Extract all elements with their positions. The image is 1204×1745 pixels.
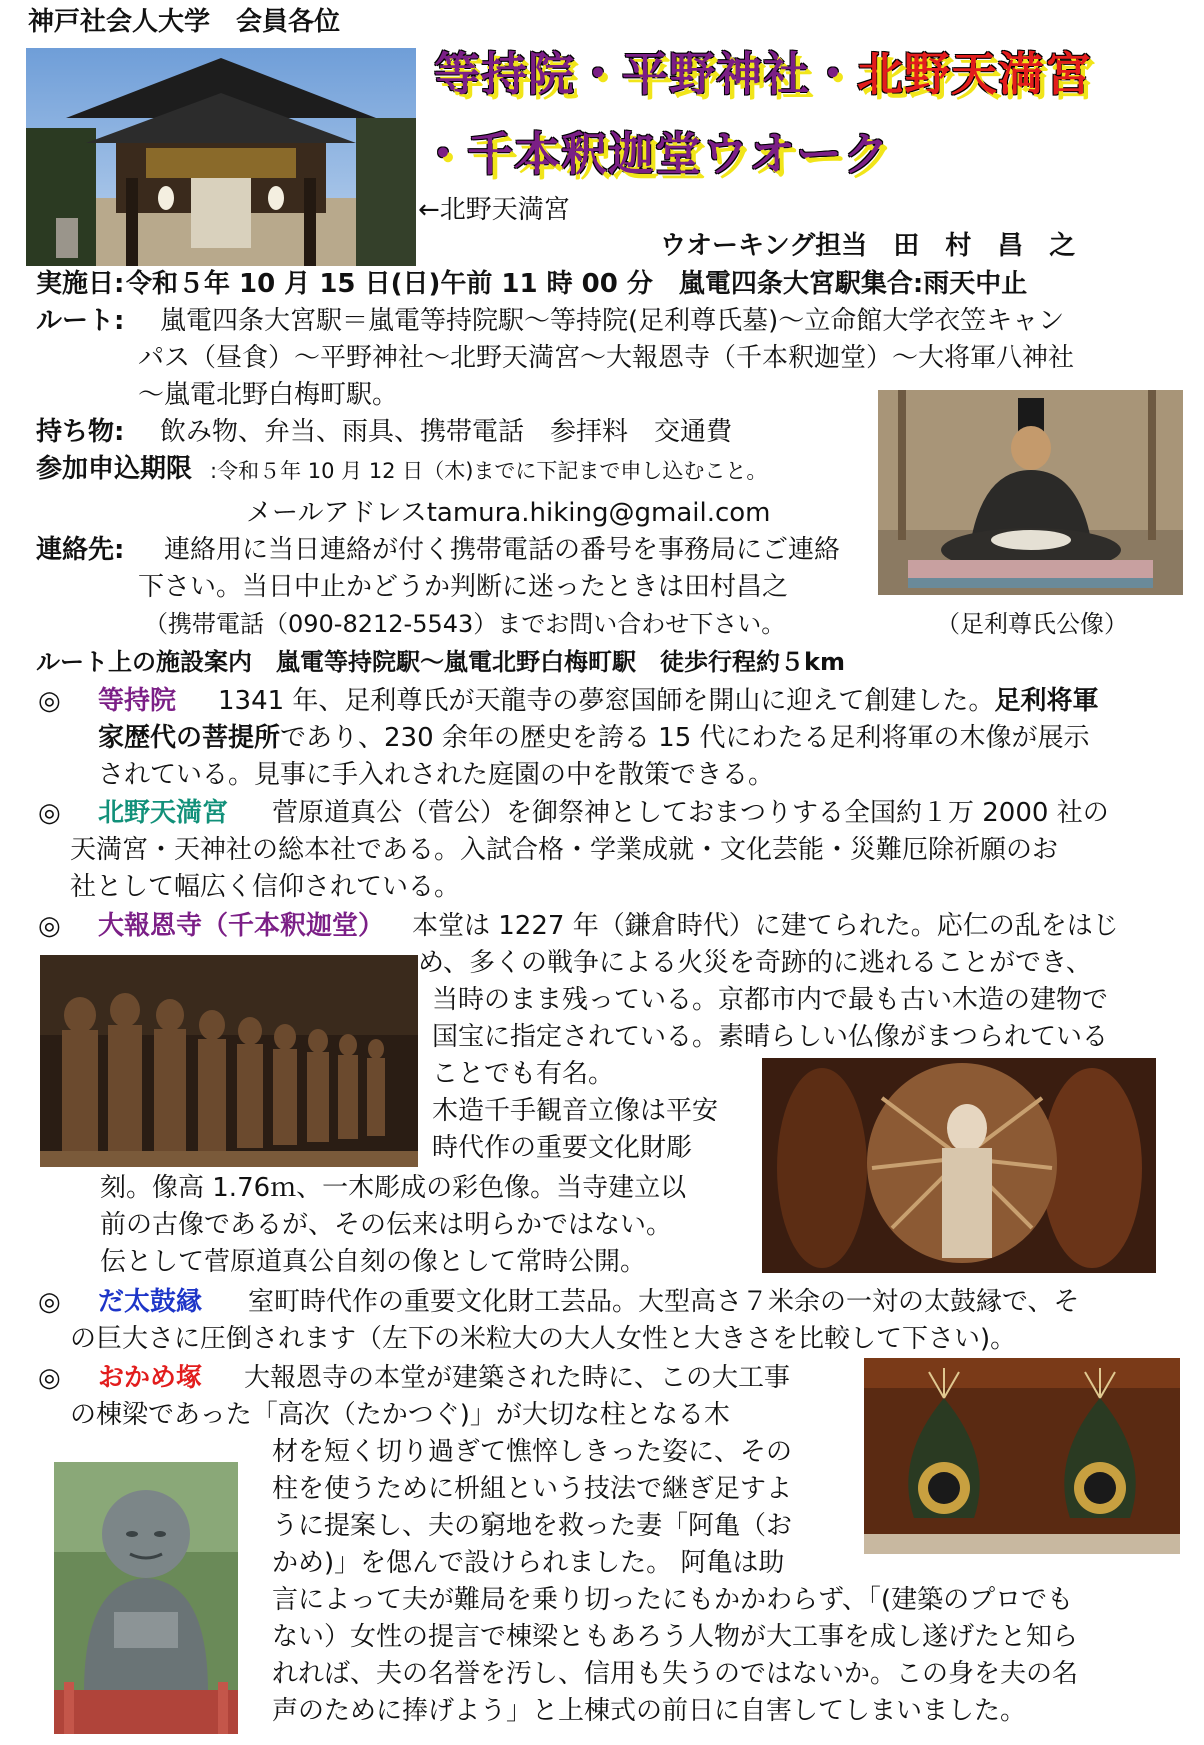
daihoonji-line-1: 本堂は 1227 年（鎌倉時代）に建てられた。応仁の乱をはじ bbox=[412, 911, 1119, 941]
tojiin-line-2a: 家歴代の菩提所 bbox=[98, 723, 281, 753]
statue-caption: （足利尊氏公像） bbox=[936, 610, 1128, 638]
tojiin-name: 等持院 bbox=[98, 686, 177, 716]
title-line-2 bbox=[420, 118, 890, 184]
deadline-label: 参加申込期限 bbox=[36, 454, 193, 484]
daihoonji-line-10: 伝として菅原道真公自刻の像として常時公開。 bbox=[100, 1247, 647, 1277]
kitano-line-3: 社として幅広く信仰されている。 bbox=[70, 872, 461, 902]
title-part-senbon: ・千本釈迦堂 bbox=[420, 127, 702, 181]
tojiin-line-1 bbox=[218, 683, 1098, 720]
mail-address: メールアドレスtamura.hiking@gmail.com bbox=[246, 498, 771, 528]
route-label: ルート: bbox=[36, 306, 125, 336]
ashikaga-statue-photo bbox=[878, 390, 1183, 595]
route-line-1: 嵐電四条大宮駅＝嵐電等持院駅～等持院(足利尊氏墓)～立命館大学衣笠キャン bbox=[160, 306, 1065, 336]
kitano-gate-photo bbox=[26, 48, 416, 266]
mark-kitano: ◎ bbox=[38, 798, 61, 828]
tojiin-line-3: されている。見事に手入れされた庭園の中を散策できる。 bbox=[98, 760, 775, 790]
daihoonji-line-5: ことでも有名。 bbox=[432, 1059, 615, 1089]
okame-line-10: 声のために捧げよう」と上棟式の前日に自害してしまいました。 bbox=[272, 1696, 1027, 1726]
okame-line-6: かめ)」を偲んで設けられました。 阿亀は助 bbox=[272, 1548, 785, 1578]
mark-dadaiko: ◎ bbox=[38, 1287, 61, 1317]
date-text: 令和５年 10 月 15 日(日)午前 11 時 00 分 嵐電四条大宮駅集合:雨天中止 bbox=[126, 269, 1028, 299]
okame-line-4: 柱を使うために枡組という技法で継ぎ足すよ bbox=[272, 1474, 793, 1504]
route-line-2: パス（昼食）～平野神社～北野天満宮～大報恩寺（千本釈迦堂）～大将軍八神社 bbox=[138, 343, 1075, 373]
daihoonji-line-9: 前の古像であるが、その伝来は明らかではない。 bbox=[100, 1210, 673, 1240]
deadline-text: :令和５年 10 月 12 日（木)までに下記まで申し込むこと。 bbox=[210, 459, 768, 483]
daihoonji-name: 大報恩寺（千本釈迦堂） bbox=[98, 911, 385, 941]
tojiin-line-2b: であり、230 余年の歴史を誇る 15 代にわたる足利将軍の木像が展示 bbox=[280, 723, 1090, 753]
date-label: 実施日: bbox=[36, 269, 125, 299]
gate-photo-caption: ←北野天満宮 bbox=[418, 195, 570, 225]
contact-label: 連絡先: bbox=[36, 535, 125, 565]
daihoonji-line-8: 刻。像高 1.76ｍ、一木彫成の彩色像。当寺建立以 bbox=[100, 1173, 687, 1203]
mark-tojiin: ◎ bbox=[38, 686, 61, 716]
daihoonji-line-3: 当時のまま残っている。京都市内で最も古い木造の建物で bbox=[432, 985, 1109, 1015]
kitano-name: 北野天満宮 bbox=[98, 798, 229, 828]
contact-line-3: （携帯電話（090-8212-5543）までお問い合わせ下さい。 bbox=[144, 610, 786, 638]
okame-statue-photo bbox=[54, 1462, 238, 1734]
okame-line-7: 言によって夫が難局を乗り切ったにもかかわらず、「(建築のプロでも bbox=[272, 1585, 1074, 1615]
okame-line-8: ない）女性の提言で棟梁ともあろう人物が大工事を成し遂げたと知ら bbox=[272, 1622, 1079, 1652]
tojiin-line-1b: 足利将軍 bbox=[994, 686, 1099, 716]
okame-line-1: 大報恩寺の本堂が建築された時に、この大工事 bbox=[244, 1363, 791, 1393]
dadaiko-line-2: の巨大さに圧倒されます（左下の米粒大の大人女性と大きさを比較して下さい)。 bbox=[70, 1324, 1017, 1354]
kitano-line-2: 天満宮・天神社の総本社である。入試合格・学業成就・文化芸能・災難厄除祈願のお bbox=[70, 835, 1059, 865]
items-text: 飲み物、弁当、雨具、携帯電話 参拝料 交通費 bbox=[160, 417, 733, 447]
kannon-statue-photo bbox=[762, 1058, 1156, 1273]
title-part-tojiin: 等持院・平野神社・ bbox=[434, 47, 857, 101]
okame-line-3: 材を短く切り過ぎて憔悴しきった姿に、その bbox=[272, 1437, 793, 1467]
title-part-walk: ウオーク bbox=[702, 127, 890, 181]
contact-line-2: 下さい。当日中止かどうか判断に迷ったときは田村昌之 bbox=[138, 572, 789, 602]
dadaiko-name: だ太鼓縁 bbox=[98, 1287, 203, 1317]
kitano-line-1: 菅原道真公（菅公）を御祭神としておまつりする全国約１万 2000 社の bbox=[272, 798, 1109, 828]
mark-daihoonji: ◎ bbox=[38, 911, 61, 941]
dadaiko-drums-photo bbox=[864, 1358, 1180, 1554]
items-label: 持ち物: bbox=[36, 417, 125, 447]
title-part-kitano: 北野天満宮 bbox=[857, 47, 1092, 101]
mark-okame: ◎ bbox=[38, 1363, 61, 1393]
title-line-1 bbox=[434, 38, 1092, 104]
disciples-statues-photo bbox=[40, 955, 418, 1167]
tojiin-line-2 bbox=[98, 720, 1090, 757]
okame-line-5: うに提案し、夫の窮地を救った妻「阿亀（お bbox=[272, 1511, 793, 1541]
daihoonji-line-4: 国宝に指定されている。素晴らしい仏像がまつられている bbox=[432, 1022, 1109, 1052]
contact-line-1: 連絡用に当日連絡が付く携帯電話の番号を事務局にご連絡 bbox=[164, 535, 841, 565]
organizer: ウオーキング担当 田 村 昌 之 bbox=[660, 231, 1076, 261]
org-heading: 神戸社会人大学 会員各位 bbox=[28, 7, 341, 37]
guide-heading: ルート上の施設案内 嵐電等持院駅～嵐電北野白梅町駅 徒歩行程約５km bbox=[36, 648, 845, 676]
okame-line-2: の棟梁であった「高次（たかつぐ)」が大切な柱となる木 bbox=[70, 1400, 730, 1430]
okame-line-9: れれば、夫の名誉を汚し、信用も失うのではないか。この身を夫の名 bbox=[272, 1659, 1079, 1689]
tojiin-line-1a: 1341 年、足利尊氏が天龍寺の夢窓国師を開山に迎えて創建した。 bbox=[218, 686, 995, 716]
daihoonji-line-6: 木造千手観音立像は平安 bbox=[432, 1096, 719, 1126]
route-line-3: ～嵐電北野白梅町駅。 bbox=[138, 380, 399, 410]
dadaiko-line-1: 室町時代作の重要文化財工芸品。大型高さ７米余の一対の太鼓縁で、そ bbox=[248, 1287, 1080, 1317]
daihoonji-line-2: め、多くの戦争による火災を奇跡的に逃れることができ、 bbox=[418, 948, 1092, 978]
okame-name: おかめ塚 bbox=[98, 1363, 203, 1393]
daihoonji-line-7: 時代作の重要文化財彫 bbox=[432, 1133, 693, 1163]
